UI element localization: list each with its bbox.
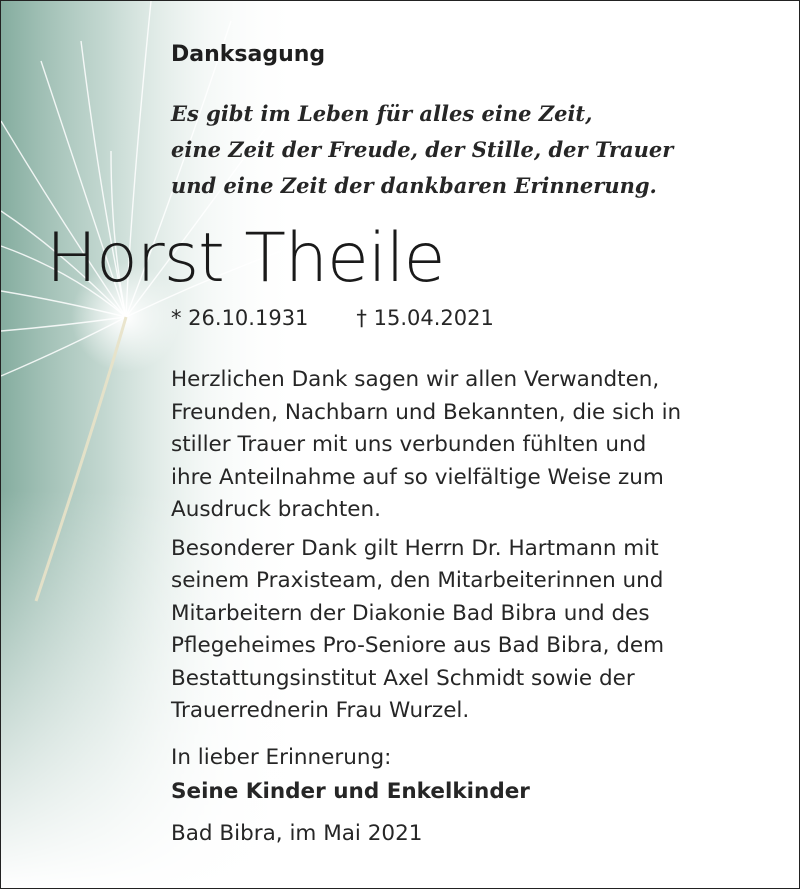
- quote-line: und eine Zeit der dankbaren Erinnerung.: [171, 173, 657, 198]
- text-line: ihre Anteilnahme auf so vielfältige Weise zum: [171, 464, 664, 490]
- death-date: † 15.04.2021: [356, 306, 494, 330]
- birth-date: * 26.10.1931: [171, 306, 309, 330]
- thanks-paragraph-1: [171, 364, 771, 527]
- text-line: Besonderer Dank gilt Herrn Dr. Hartmann mit: [171, 535, 659, 561]
- life-dates: [171, 306, 494, 330]
- text-line: Freunden, Nachbarn und Bekannten, die sich in: [171, 399, 682, 425]
- notice-heading: Danksagung: [171, 42, 326, 67]
- signers: Seine Kinder und Enkelkinder: [171, 779, 530, 804]
- text-line: Ausdruck brachten.: [171, 497, 381, 522]
- quote-line: eine Zeit der Freude, der Stille, der Trauer: [171, 137, 674, 162]
- text-line: Bestattungsinstitut Axel Schmidt sowie der: [171, 665, 635, 691]
- closing-intro: In lieber Erinnerung:: [171, 745, 392, 770]
- thanks-paragraph-2: [171, 533, 771, 728]
- place-date: Bad Bibra, im Mai 2021: [171, 821, 423, 846]
- quote: [171, 96, 731, 204]
- text-line: Trauerrednerin Frau Wurzel.: [171, 698, 470, 723]
- text-line: Herzlichen Dank sagen wir allen Verwandten,: [171, 367, 660, 392]
- closing: [171, 741, 530, 809]
- text-line: seinem Praxisteam, den Mitarbeiterinnen und: [171, 568, 664, 593]
- text-line: Mitarbeitern der Diakonie Bad Bibra und des: [171, 600, 650, 626]
- text-line: stiller Trauer mit uns verbunden fühlten und: [171, 432, 647, 457]
- deceased-name: Horst Theile: [46, 219, 445, 298]
- notice-content: [1, 1, 800, 889]
- thanks-text: [171, 364, 771, 728]
- text-line: Pflegeheimes Pro-Seniore aus Bad Bibra, dem: [171, 633, 665, 658]
- quote-line: Es gibt im Leben für alles eine Zeit,: [171, 101, 593, 126]
